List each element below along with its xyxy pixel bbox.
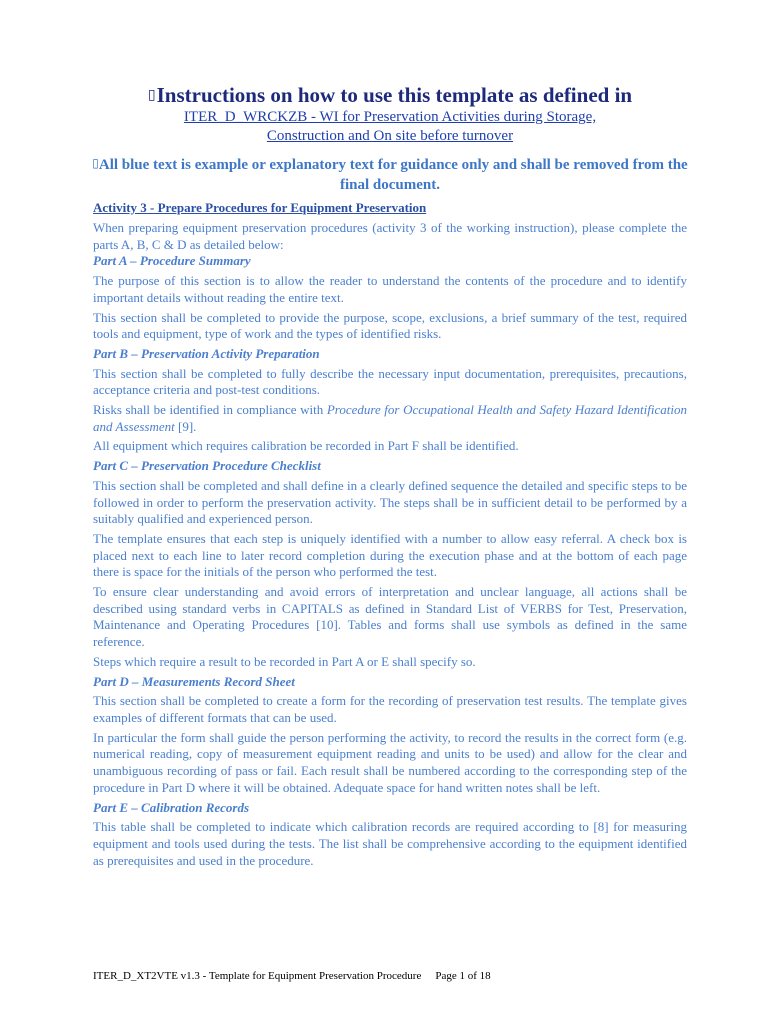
part-b-paragraph: This section shall be completed to fully describe the necessary input documentation, prerequisites, precautions, acceptance criteria and post-test conditions. xyxy=(93,365,687,398)
work-instruction-link-line2[interactable]: Construction and On site before turnover xyxy=(266,128,514,144)
page-footer xyxy=(93,970,491,982)
part-d-paragraph: In particular the form shall guide the person performing the activity, to record the results in the correct form (e.g. numerical reading, copy of measurement equipment reading and units to be used) and allow for the clear and unambiguous recording of pass or fail. Each result shall be numbered according to the corresponding step of the procedure in Part D where it will be obtained. Adequate space for hand written notes shall be left. xyxy=(93,729,687,795)
part-a-paragraph: This section shall be completed to provide the purpose, scope, exclusions, a brief summary of the test, required tools and equipment, type of work and the types of identified risks. xyxy=(93,309,687,342)
part-d-section xyxy=(93,674,687,797)
part-c-section xyxy=(93,458,687,670)
part-c-paragraph: To ensure clear understanding and avoid errors of interpretation and unclear language, all actions shall be described using standard verbs in CAPITALS as defined in Standard List of VERBS for Test, Preservation, Maintenance and Operating Procedures [10]. Tables and forms shall use symbols as defined in the same reference. xyxy=(93,584,687,650)
part-a-paragraph: The purpose of this section is to allow the reader to understand the contents of the procedure and to identify important details without reading the entire text. xyxy=(93,273,687,305)
footer-document-id: ITER_D_XT2VTE v1.3 - Template for Equipment Preservation Procedure xyxy=(93,970,422,982)
part-c-paragraph: The template ensures that each step is uniquely identified with a number to allow easy referral. A check box is placed next to each line to later record completion during the execution phase and at the bottom of each page there is space for the initials of the person who performed the test. xyxy=(93,530,687,580)
activity-heading: Activity 3 - Prepare Procedures for Equipment Preservation xyxy=(93,200,427,215)
part-c-paragraph: This section shall be completed and shall define in a clearly defined sequence the detailed and specific steps to be followed in order to perform the preservation activity. The steps shall be in sufficient detail to be performed by a suitably qualified and experienced person. xyxy=(93,477,687,527)
placeholder-box-icon: ▯ xyxy=(147,87,156,103)
part-a-section xyxy=(93,253,687,343)
placeholder-box-icon: ▯ xyxy=(92,156,99,170)
part-a-heading: Part A – Procedure Summary xyxy=(93,253,251,269)
part-c-paragraph: Steps which require a result to be recorded in Part A or E shall specify so. xyxy=(93,653,476,669)
part-e-paragraph: This table shall be completed to indicate which calibration records are required according to [8] for measuring equipment and tools used during the tests. The list shall be comprehensive according to the equipment identified as prerequisites and used in the procedure. xyxy=(93,819,687,868)
guidance-note xyxy=(90,153,690,195)
part-e-section xyxy=(93,800,687,870)
part-b-section xyxy=(93,346,687,455)
part-d-heading: Part D – Measurements Record Sheet xyxy=(93,673,295,689)
reference-number: [9]. xyxy=(174,418,197,434)
hazard-procedure-reference: Procedure for Occupational Health and Safety Hazard Identification and Assessment xyxy=(93,402,687,434)
title-block xyxy=(90,82,690,195)
guidance-note-text: All blue text is example or explanatory text for guidance only and shall be removed from the final document. xyxy=(98,157,688,193)
risks-text: Risks shall be identified in compliance with xyxy=(93,402,327,418)
part-e-heading: Part E – Calibration Records xyxy=(93,799,250,815)
page-number: Page 1 of 18 xyxy=(435,970,491,982)
part-c-heading: Part C – Preservation Procedure Checklist xyxy=(93,458,321,474)
part-b-heading: Part B – Preservation Activity Preparation xyxy=(93,345,320,361)
title-text: Instructions on how to use this template as defined in xyxy=(156,83,633,107)
part-d-paragraph: This section shall be completed to create a form for the recording of preservation test results. The template gives examples of different formats that can be used. xyxy=(93,693,687,725)
work-instruction-link-line1[interactable]: ITER_D_WRCKZB - WI for Preservation Activities during Storage, xyxy=(183,109,597,125)
part-b-paragraph-risks xyxy=(93,402,687,435)
activity-intro: When preparing equipment preservation procedures (activity 3 of the working instruction), please complete the parts A, B, C & D as detailed below: xyxy=(93,220,687,252)
page-title xyxy=(90,82,690,108)
part-b-paragraph: All equipment which requires calibration be recorded in Part F shall be identified. xyxy=(93,438,519,454)
instructions-body xyxy=(93,199,687,872)
